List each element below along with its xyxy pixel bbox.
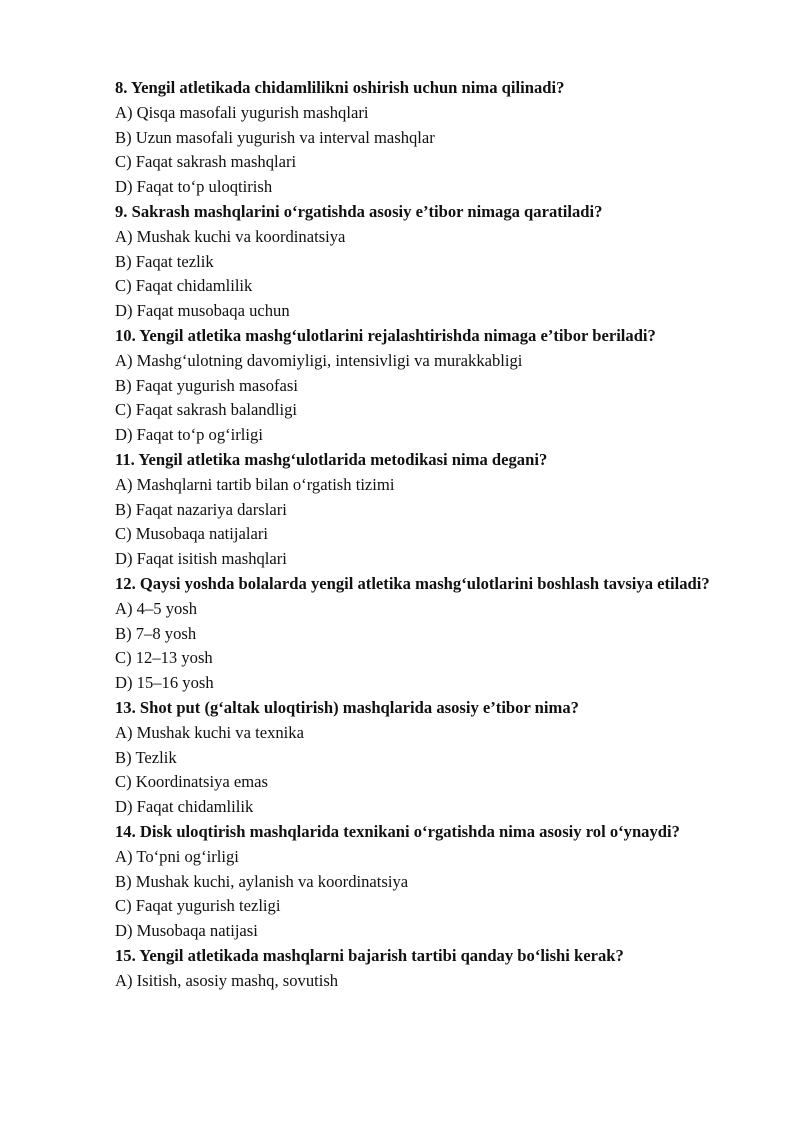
- question-12-text: 12. Qaysi yoshda bolalarda yengil atletika mashg‘ulotlarini boshlash tavsiya etiladi?: [115, 573, 710, 593]
- question-10-option-a: A) Mashg‘ulotning davomiyligi, intensivligi va murakkabligi: [115, 350, 523, 370]
- question-14-option-a: A) To‘pni og‘irligi: [115, 846, 239, 866]
- question-12-option-b: B) 7–8 yosh: [115, 623, 197, 643]
- question-12-option-c: C) 12–13 yosh: [115, 648, 213, 668]
- question-block-9: [115, 200, 730, 324]
- question-9-option-a: A) Mushak kuchi va koordinatsiya: [115, 226, 346, 246]
- question-13-option-b: B) Tezlik: [115, 747, 177, 767]
- question-15-text: 15. Yengil atletikada mashqlarni bajarish tartibi qanday bo‘lishi kerak?: [115, 945, 624, 965]
- question-10-option-b: B) Faqat yugurish masofasi: [115, 375, 298, 395]
- question-14-option-d: D) Musobaqa natijasi: [115, 921, 258, 941]
- question-8-option-b: B) Uzun masofali yugurish va interval mashqlar: [115, 127, 435, 147]
- question-13-option-a: A) Mushak kuchi va texnika: [115, 722, 304, 742]
- question-13-text: 13. Shot put (g‘altak uloqtirish) mashqlarida asosiy e’tibor nima?: [115, 697, 579, 717]
- question-11-option-c: C) Musobaqa natijalari: [115, 524, 268, 544]
- question-14-option-b: B) Mushak kuchi, aylanish va koordinatsiya: [115, 871, 409, 891]
- question-8-option-c: C) Faqat sakrash mashqlari: [115, 152, 297, 172]
- question-13-option-c: C) Koordinatsiya emas: [115, 772, 268, 792]
- question-10-text: 10. Yengil atletika mashg‘ulotlarini rejalashtirishda nimaga e’tibor beriladi?: [115, 325, 656, 345]
- question-10-option-c: C) Faqat sakrash balandligi: [115, 400, 298, 420]
- question-11-option-b: B) Faqat nazariya darslari: [115, 499, 287, 519]
- question-block-10: [115, 324, 730, 448]
- question-9-option-d: D) Faqat musobaqa uchun: [115, 301, 290, 321]
- question-block-11: [115, 448, 730, 572]
- question-9-text: 9. Sakrash mashqlarini o‘rgatishda asosiy e’tibor nimaga qaratiladi?: [115, 201, 603, 221]
- question-block-14: [115, 820, 730, 944]
- question-9-option-c: C) Faqat chidamlilik: [115, 276, 253, 296]
- question-11-option-a: A) Mashqlarni tartib bilan o‘rgatish tizimi: [115, 474, 395, 494]
- question-12-option-d: D) 15–16 yosh: [115, 673, 214, 693]
- question-9-option-b: B) Faqat tezlik: [115, 251, 214, 271]
- question-15-option-a: A) Isitish, asosiy mashq, sovutish: [115, 970, 339, 990]
- question-block-12: [115, 572, 730, 696]
- question-14-option-c: C) Faqat yugurish tezligi: [115, 896, 281, 916]
- question-block-13: [115, 696, 730, 820]
- question-11-text: 11. Yengil atletika mashg‘ulotlarida metodikasi nima degani?: [115, 449, 548, 469]
- question-11-option-d: D) Faqat isitish mashqlari: [115, 549, 287, 569]
- question-8-text: 8. Yengil atletikada chidamlilikni oshirish uchun nima qilinadi?: [115, 78, 565, 97]
- question-14-text: 14. Disk uloqtirish mashqlarida texnikani o‘rgatishda nima asosiy rol o‘ynaydi?: [115, 821, 680, 841]
- question-13-option-d: D) Faqat chidamlilik: [115, 797, 254, 817]
- question-12-option-a: A) 4–5 yosh: [115, 598, 198, 618]
- question-8-option-d: D) Faqat to‘p uloqtirish: [115, 177, 273, 197]
- question-block-15: [115, 944, 730, 994]
- question-8-option-a: A) Qisqa masofali yugurish mashqlari: [115, 102, 369, 122]
- question-block-8: [115, 76, 730, 200]
- question-10-option-d: D) Faqat to‘p og‘irligi: [115, 425, 263, 445]
- document-page: [115, 76, 730, 993]
